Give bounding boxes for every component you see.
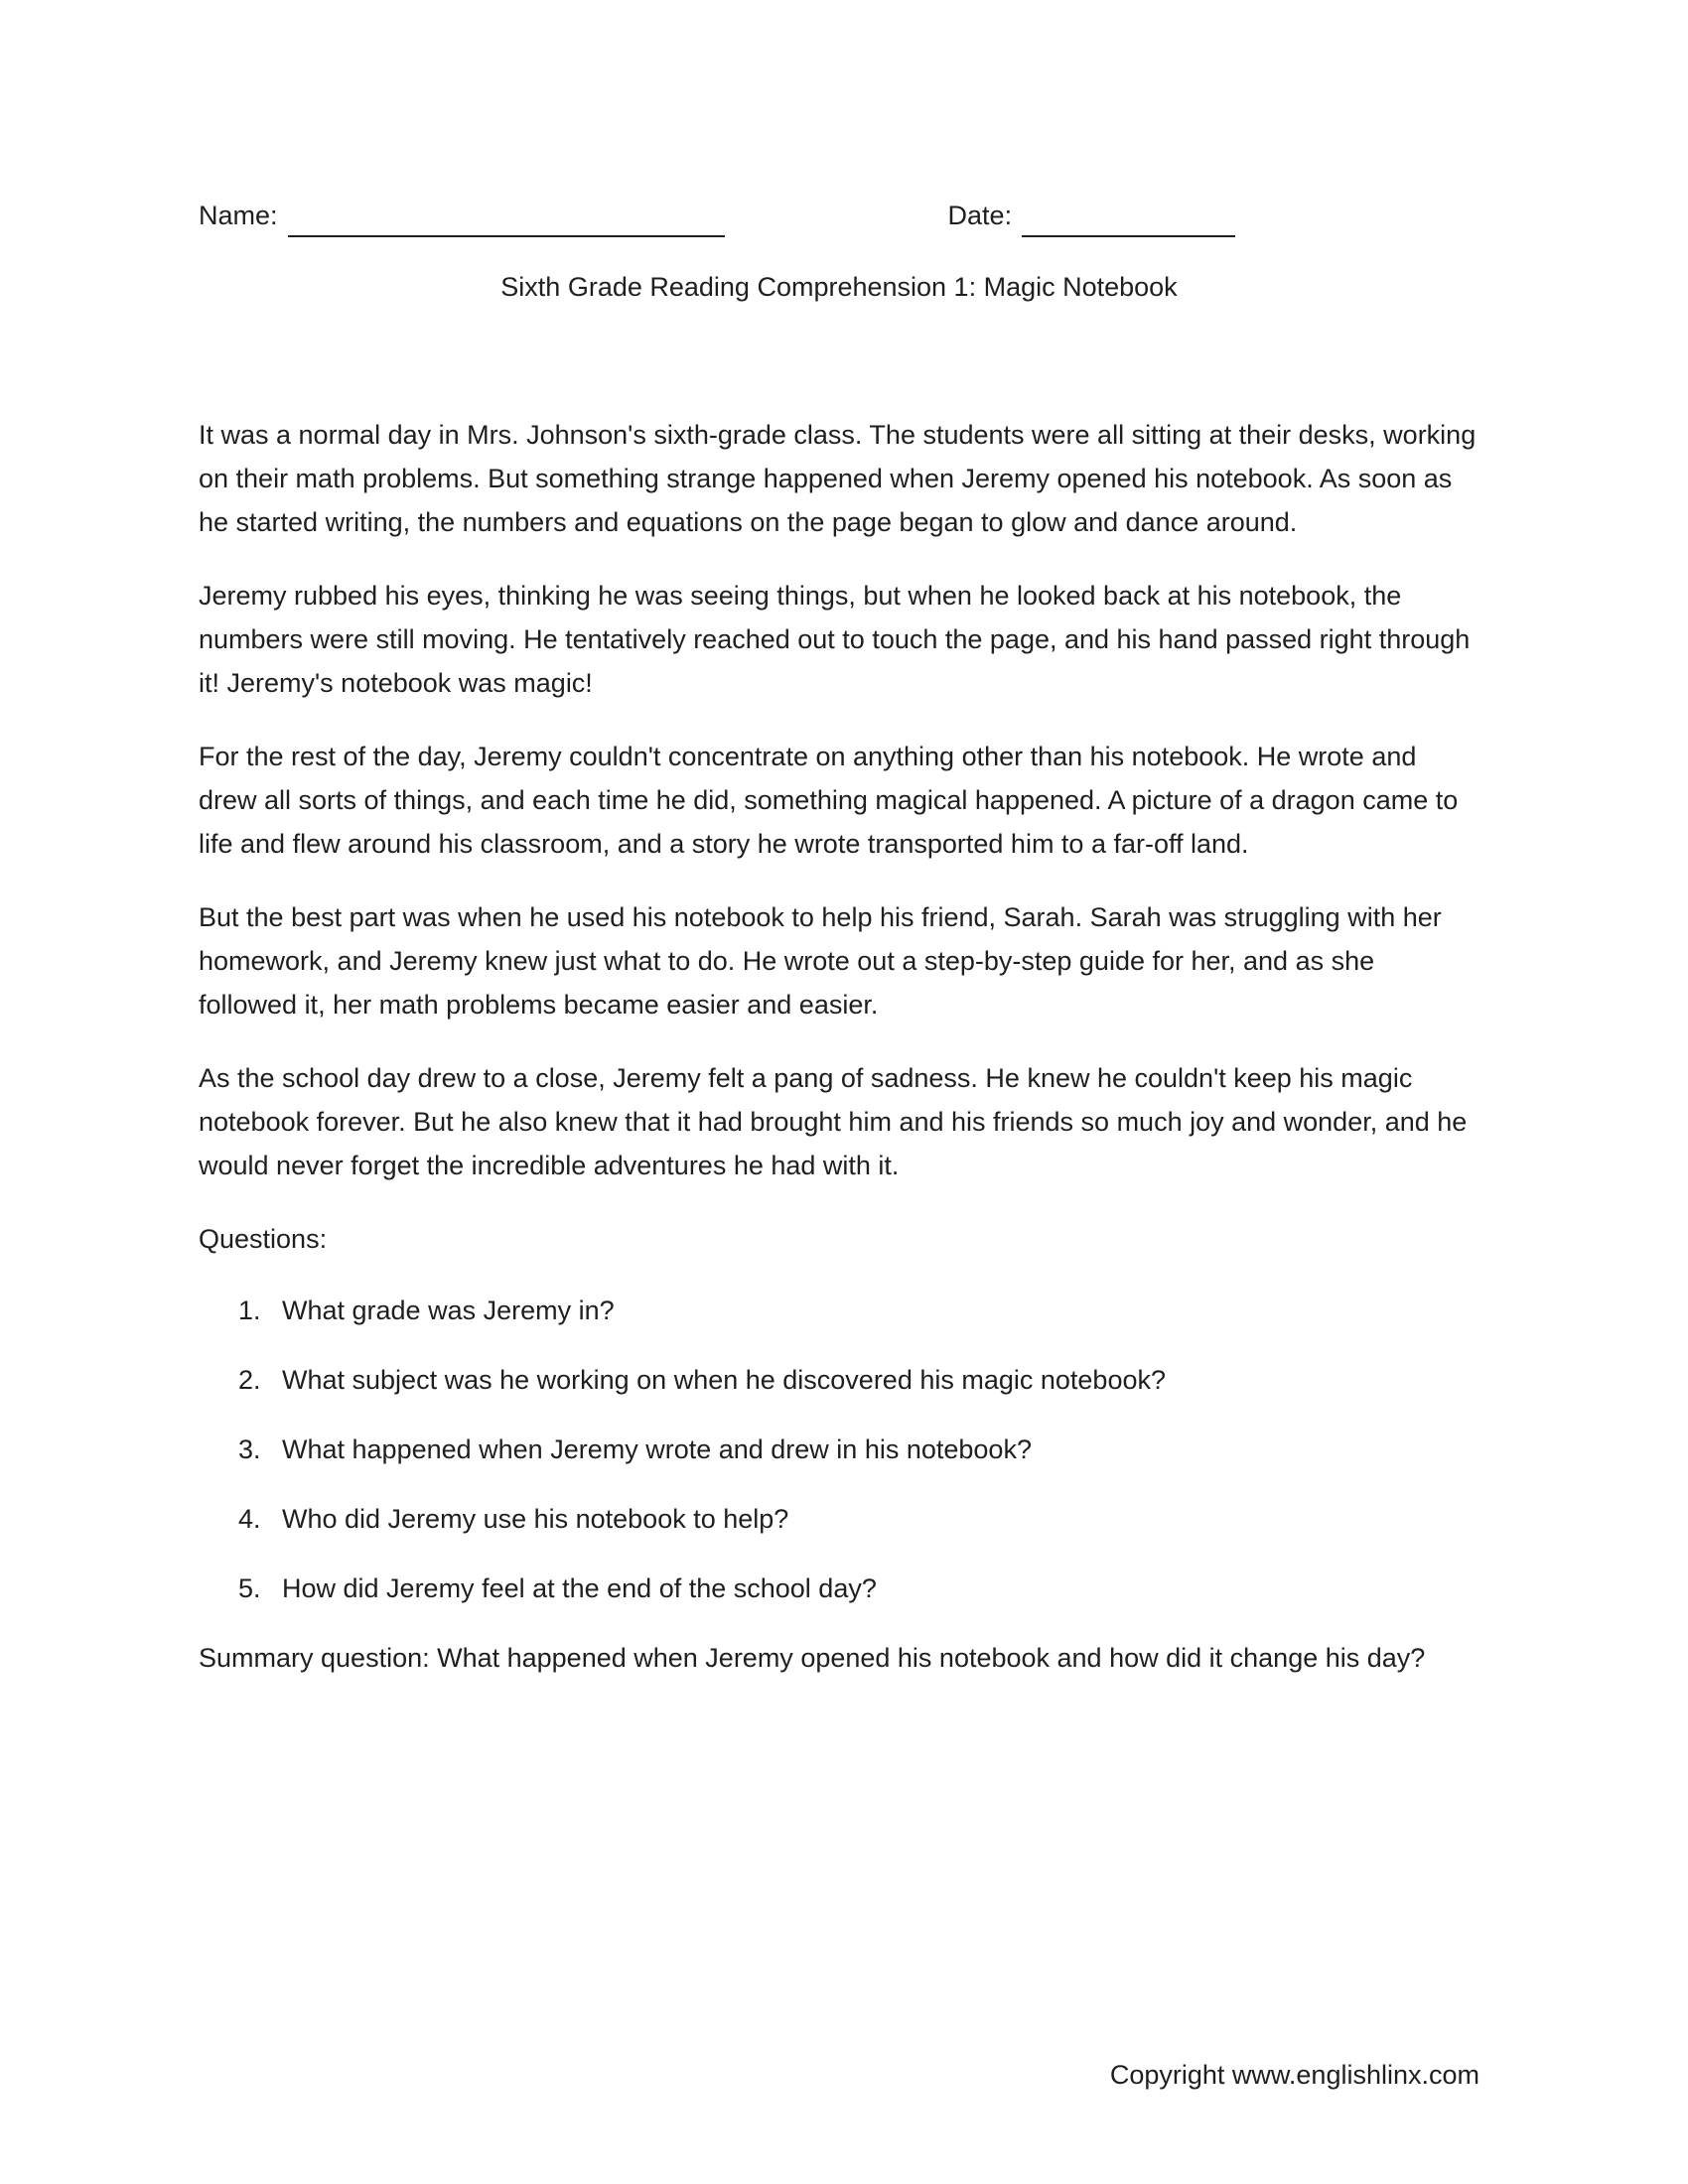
date-field-group: [948, 194, 1236, 237]
story-paragraph-3: For the rest of the day, Jeremy couldn't concentrate on anything other than his notebook. He wrote and drew all sorts of things, and each time he did, something magical happened. A picture of a dragon came to life and flew around his classroom, and a story he wrote transported him to a far-off land.: [199, 742, 1459, 859]
copyright-footer: Copyright www.englishlinx.com: [1109, 2060, 1479, 2090]
story-paragraph-5: As the school day drew to a close, Jeremy felt a pang of sadness. He knew he couldn't keep his magic notebook forever. But he also knew that it had brought him and his friends so much joy and wonder, and he would never forget the incredible adventures he had with it.: [199, 1063, 1468, 1180]
questions-list: [199, 1289, 1479, 1610]
worksheet-title: Sixth Grade Reading Comprehension 1: Magic Notebook: [500, 272, 1178, 302]
date-label: Date:: [947, 201, 1013, 230]
story-paragraph-1: It was a normal day in Mrs. Johnson's sixth-grade class. The students were all sitting at their desks, working on their math problems. But something strange happened when Jeremy opened his notebook. As soon as he started writing, the numbers and equations on the page began to glow and dance around.: [199, 420, 1477, 537]
question-item: 5. How did Jeremy feel at the end of the school day?: [268, 1567, 1479, 1610]
story-paragraph-2: Jeremy rubbed his eyes, thinking he was seeing things, but when he looked back at his notebook, the numbers were still moving. He tentatively reached out to touch the page, and his hand passed right through it! Jeremy's notebook was magic!: [199, 581, 1471, 698]
header-row: [199, 194, 1479, 237]
question-item: 2. What subject was he working on when he discovered his magic notebook?: [268, 1358, 1479, 1402]
question-item: 4. Who did Jeremy use his notebook to help?: [268, 1497, 1479, 1541]
question-item: 3. What happened when Jeremy wrote and drew in his notebook?: [268, 1428, 1479, 1471]
summary-question: Summary question: What happened when Jeremy opened his notebook and how did it change his day?: [199, 1643, 1426, 1673]
name-field-group: [199, 194, 725, 237]
questions-heading: Questions:: [199, 1224, 328, 1254]
story-paragraph-4: But the best part was when he used his notebook to help his friend, Sarah. Sarah was struggling with her homework, and Jeremy knew just what to do. He wrote out a step-by-step guide for her, and as she followed it, her math problems became easier and easier.: [199, 902, 1442, 1020]
question-item: 1. What grade was Jeremy in?: [268, 1289, 1479, 1332]
name-blank-line: [288, 205, 725, 237]
date-blank-line: [1022, 205, 1235, 237]
name-label: Name:: [199, 201, 278, 230]
